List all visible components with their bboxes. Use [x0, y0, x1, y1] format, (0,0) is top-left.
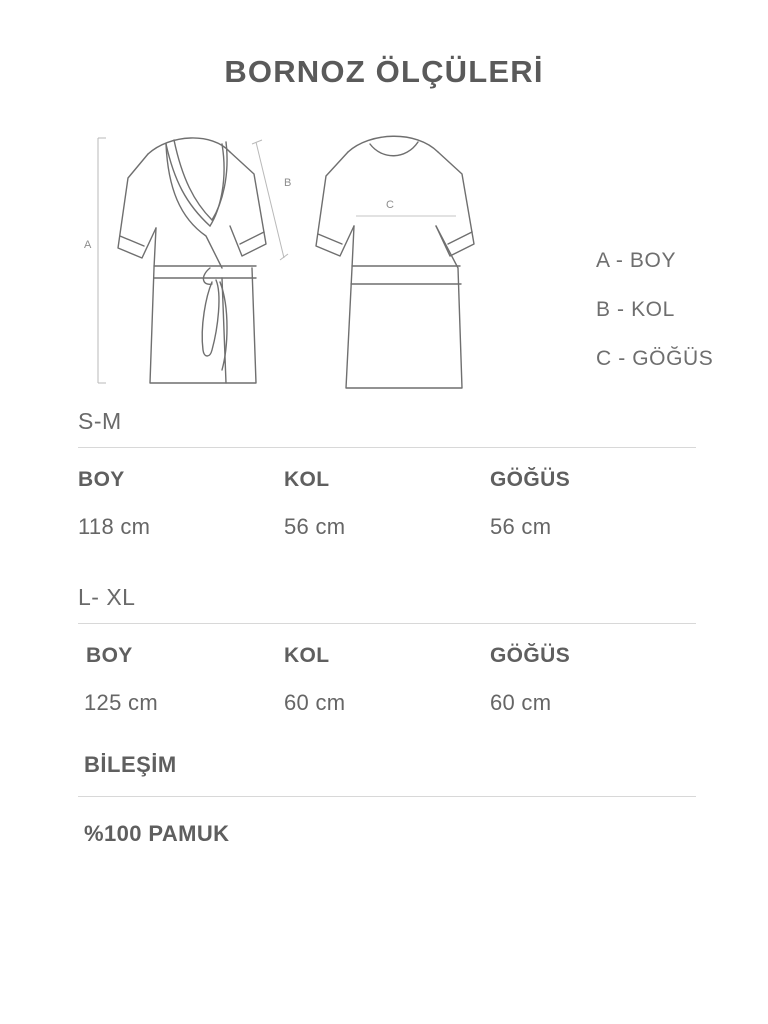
legend [596, 250, 713, 397]
column-header-gogus: GÖĞÜS [489, 644, 571, 667]
marker-c-label: C [386, 199, 394, 211]
legend-item-b: B - KOL [596, 298, 675, 321]
table-header-row [78, 624, 696, 668]
robe-illustration-svg [70, 108, 590, 408]
value-kol: 56 cm [283, 514, 346, 539]
size-label-lxl: L- XL [78, 584, 136, 610]
table-header-row [78, 448, 696, 492]
legend-item-a: A - BOY [596, 249, 677, 272]
composition-section [78, 742, 696, 847]
table-row [78, 492, 696, 566]
composition-label: BİLEŞİM [84, 752, 177, 777]
marker-a-label: A [84, 239, 92, 251]
column-header-boy: BOY [86, 644, 133, 667]
composition-value: %100 PAMUK [84, 821, 230, 846]
size-label-sm: S-M [78, 408, 122, 434]
column-header-kol: KOL [283, 644, 330, 667]
column-header-boy: BOY [78, 468, 125, 491]
value-boy: 125 cm [84, 690, 158, 715]
column-header-kol: KOL [283, 468, 330, 491]
value-gogus: 56 cm [489, 514, 552, 539]
value-boy: 118 cm [78, 514, 151, 539]
robe-diagram [0, 108, 768, 408]
legend-item-c: C - GÖĞÜS [596, 347, 714, 370]
marker-b-label: B [284, 177, 292, 189]
value-kol: 60 cm [283, 690, 346, 715]
size-table-sm [78, 408, 696, 566]
size-table-lxl [78, 566, 696, 742]
table-row [78, 668, 696, 742]
value-gogus: 60 cm [489, 690, 552, 715]
page-title: BORNOZ ÖLÇÜLERİ [224, 54, 544, 89]
column-header-gogus: GÖĞÜS [489, 468, 571, 491]
